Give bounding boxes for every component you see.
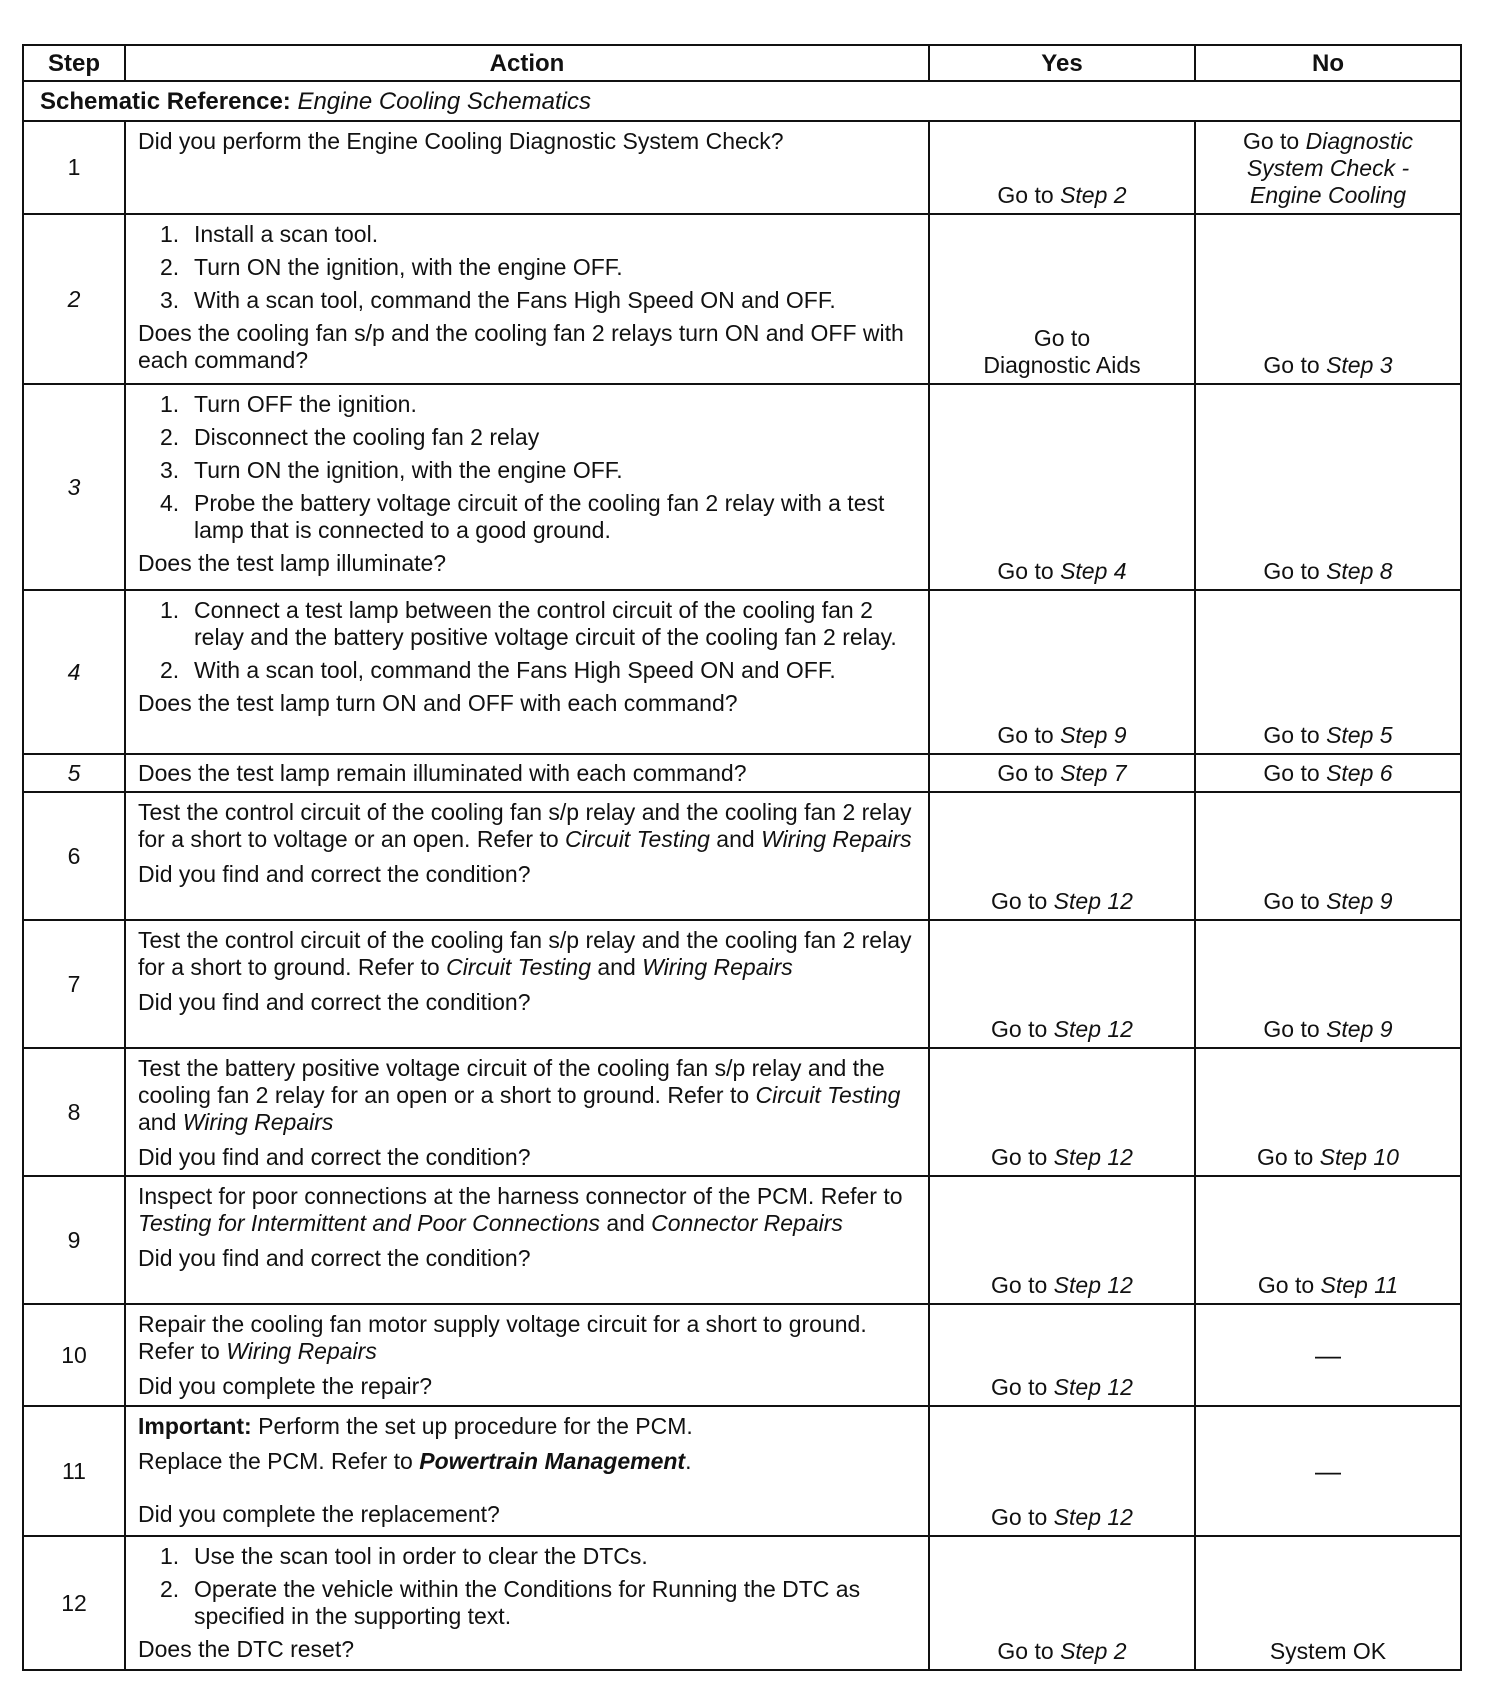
step-row-2: [23, 214, 1461, 384]
step-row-11: [23, 1406, 1461, 1536]
yes-link[interactable]: Step 12: [1053, 1374, 1133, 1400]
step-number: 2: [23, 214, 125, 384]
yes-link[interactable]: Step 12: [1053, 1144, 1133, 1170]
reference-link[interactable]: Circuit Testing: [446, 954, 591, 980]
step-question: Did you find and correct the condition?: [138, 1245, 531, 1271]
step-row-1: [23, 121, 1461, 214]
step-row-5: [23, 754, 1461, 792]
list-item: 4. Probe the battery voltage circuit of the cooling fan 2 relay with a test lamp that is connected to a good ground.: [160, 490, 885, 543]
step-number: 11: [23, 1406, 125, 1536]
header-no: No: [1195, 45, 1461, 81]
yes-cell[interactable]: Go to Step 12: [929, 920, 1195, 1048]
step-question: Did you find and correct the condition?: [138, 861, 531, 887]
yes-link[interactable]: Step 4: [1060, 558, 1127, 584]
no-cell[interactable]: Go to Step 9: [1195, 920, 1461, 1048]
reference-link[interactable]: Wiring Repairs: [761, 826, 912, 852]
step-row-10: [23, 1304, 1461, 1406]
step-action: [125, 1536, 929, 1670]
no-cell[interactable]: Go to Step 11: [1195, 1176, 1461, 1304]
list-item: 3. Turn ON the ignition, with the engine OFF.: [160, 457, 623, 483]
step-action: Test the control circuit of the cooling fan s/p relay and the cooling fan 2 relay for a short to voltage or an open. Refer to Circuit Testing and Wiring Repairs Did you find and correct the condition?: [125, 792, 929, 920]
no-cell: —: [1195, 1304, 1461, 1406]
reference-link[interactable]: Circuit Testing: [565, 826, 710, 852]
step-action: [125, 384, 929, 590]
step-question: Did you perform the Engine Cooling Diagnostic System Check?: [138, 128, 784, 154]
step-question: Does the DTC reset?: [138, 1636, 355, 1662]
yes-link[interactable]: Step 9: [1060, 722, 1127, 748]
step-question: Did you complete the repair?: [138, 1373, 433, 1399]
reference-link[interactable]: Wiring Repairs: [642, 954, 793, 980]
step-action: [125, 590, 929, 754]
list-item: 1. Use the scan tool in order to clear the DTCs.: [160, 1543, 648, 1569]
step-question: Does the test lamp turn ON and OFF with each command?: [138, 690, 738, 716]
step-row-9: [23, 1176, 1461, 1304]
yes-link[interactable]: Step 2: [1060, 1638, 1127, 1664]
no-link[interactable]: Step 9: [1326, 1016, 1393, 1042]
no-cell[interactable]: Go to Step 6: [1195, 754, 1461, 792]
yes-link[interactable]: Step 2: [1060, 182, 1127, 208]
yes-link[interactable]: Step 12: [1053, 1272, 1133, 1298]
no-cell[interactable]: Go to Step 10: [1195, 1048, 1461, 1176]
step-number: 12: [23, 1536, 125, 1670]
no-link[interactable]: Step 3: [1326, 352, 1393, 378]
no-cell: —: [1195, 1406, 1461, 1536]
step-action: [125, 754, 929, 792]
yes-cell[interactable]: Go to Step 2: [929, 1536, 1195, 1670]
yes-cell[interactable]: Go to Step 12: [929, 1048, 1195, 1176]
yes-cell[interactable]: Go to Step 12: [929, 792, 1195, 920]
step-action: Test the control circuit of the cooling fan s/p relay and the cooling fan 2 relay for a short to ground. Refer to Circuit Testing and Wiring Repairs Did you find and correct the condition?: [125, 920, 929, 1048]
schematic-link[interactable]: Engine Cooling Schematics: [297, 87, 591, 115]
step-action: Important: Perform the set up procedure for the PCM. Replace the PCM. Refer to Powertrain Management. Did you complete the replacement?: [125, 1406, 929, 1536]
yes-cell[interactable]: Go to Step 9: [929, 590, 1195, 754]
step-number: 7: [23, 920, 125, 1048]
list-item: 2. With a scan tool, command the Fans High Speed ON and OFF.: [160, 657, 836, 683]
no-link[interactable]: Step 10: [1319, 1144, 1399, 1170]
step-number: 8: [23, 1048, 125, 1176]
no-link[interactable]: Step 6: [1326, 759, 1393, 786]
step-row-12: [23, 1536, 1461, 1670]
step-action: Repair the cooling fan motor supply voltage circuit for a short to ground. Refer to Wiring Repairs Did you complete the repair?: [125, 1304, 929, 1406]
step-question: Does the test lamp illuminate?: [138, 550, 447, 576]
step-row-6: [23, 792, 1461, 920]
no-cell[interactable]: Go to Diagnostic System Check - Engine Cooling: [1195, 121, 1461, 214]
step-row-4: [23, 590, 1461, 754]
no-link[interactable]: Step 11: [1320, 1272, 1399, 1298]
list-item: 3. With a scan tool, command the Fans High Speed ON and OFF.: [160, 287, 836, 313]
schematic-label: Schematic Reference:: [40, 87, 291, 115]
instruction-list: [138, 221, 916, 314]
header-action: Action: [125, 45, 929, 81]
yes-cell[interactable]: Go to Step 12: [929, 1406, 1195, 1536]
list-item: 2. Disconnect the cooling fan 2 relay: [160, 424, 540, 450]
no-cell[interactable]: Go to Step 8: [1195, 384, 1461, 590]
list-item: 1. Install a scan tool.: [160, 221, 379, 247]
reference-link[interactable]: Testing for Intermittent and Poor Connections: [138, 1210, 600, 1236]
step-question: Did you find and correct the condition?: [138, 989, 531, 1015]
yes-cell[interactable]: Go to Step 2: [929, 121, 1195, 214]
schematic-reference-row: [23, 81, 1461, 121]
no-cell[interactable]: Go to Step 9: [1195, 792, 1461, 920]
reference-link[interactable]: Powertrain Management: [419, 1448, 686, 1474]
yes-cell[interactable]: Go to Step 12: [929, 1176, 1195, 1304]
list-item: 1. Turn OFF the ignition.: [160, 391, 417, 417]
step-action: [125, 214, 929, 384]
yes-link[interactable]: Diagnostic Aids: [983, 352, 1141, 378]
step-action: Test the battery positive voltage circuit of the cooling fan s/p relay and the cooling fan 2 relay for an open or a short to ground. Refer to Circuit Testing and Wiring Repairs Did you find and correct the condition?: [125, 1048, 929, 1176]
step-question: Did you complete the replacement?: [138, 1501, 500, 1527]
no-link[interactable]: Step 8: [1326, 558, 1393, 584]
step-row-3: [23, 384, 1461, 590]
instruction-list: [138, 1543, 916, 1630]
important-note: Important: Perform the set up procedure for the PCM.: [138, 1413, 693, 1439]
header-row: [23, 45, 1461, 81]
no-link[interactable]: Step 5: [1326, 722, 1393, 748]
no-link[interactable]: Step 9: [1326, 888, 1393, 914]
yes-link[interactable]: Step 12: [1053, 1016, 1133, 1042]
reference-link[interactable]: Connector Repairs: [651, 1210, 843, 1236]
step-question: Does the cooling fan s/p and the cooling fan 2 relays turn ON and OFF with each command?: [138, 320, 904, 373]
step-action: Inspect for poor connections at the harness connector of the PCM. Refer to Testing for Intermittent and Poor Connections and Connector Repairs Did you find and correct the condition?: [125, 1176, 929, 1304]
step-number: 1: [23, 121, 125, 214]
step-number: 4: [23, 590, 125, 754]
step-question: Did you find and correct the condition?: [138, 1144, 531, 1170]
step-row-8: [23, 1048, 1461, 1176]
step-number: 5: [23, 754, 125, 792]
yes-cell[interactable]: Go to Step 7: [929, 754, 1195, 792]
schematic-reference: [23, 81, 1461, 121]
list-item: 2. Turn ON the ignition, with the engine OFF.: [160, 254, 623, 280]
step-number: 6: [23, 792, 125, 920]
step-number: 9: [23, 1176, 125, 1304]
no-cell: System OK: [1195, 1536, 1461, 1670]
reference-link[interactable]: Wiring Repairs: [226, 1338, 377, 1364]
reference-link[interactable]: Circuit Testing: [755, 1082, 901, 1108]
header-step: Step: [23, 45, 125, 81]
reference-link[interactable]: Wiring Repairs: [182, 1109, 334, 1135]
yes-cell[interactable]: Go to Step 4: [929, 384, 1195, 590]
instruction-list: [138, 597, 916, 684]
step-number: 3: [23, 384, 125, 590]
instruction-list: [138, 391, 916, 544]
header-yes: Yes: [929, 45, 1195, 81]
yes-cell[interactable]: Go to Diagnostic Aids: [929, 214, 1195, 384]
yes-link[interactable]: Step 12: [1053, 888, 1133, 914]
step-question: Does the test lamp remain illuminated with each command?: [138, 759, 747, 786]
yes-link[interactable]: Step 12: [1053, 1504, 1133, 1530]
yes-link[interactable]: Step 7: [1060, 759, 1127, 786]
no-cell[interactable]: Go to Step 3: [1195, 214, 1461, 384]
diagnostic-table: [22, 44, 1462, 1671]
no-cell[interactable]: Go to Step 5: [1195, 590, 1461, 754]
yes-cell[interactable]: Go to Step 12: [929, 1304, 1195, 1406]
step-row-7: [23, 920, 1461, 1048]
list-item: 1. Connect a test lamp between the control circuit of the cooling fan 2 relay and the battery positive voltage circuit of the cooling fan 2 relay.: [160, 597, 897, 650]
step-action: [125, 121, 929, 214]
step-number: 10: [23, 1304, 125, 1406]
list-item: 2. Operate the vehicle within the Conditions for Running the DTC as specified in the supporting text.: [160, 1576, 861, 1629]
